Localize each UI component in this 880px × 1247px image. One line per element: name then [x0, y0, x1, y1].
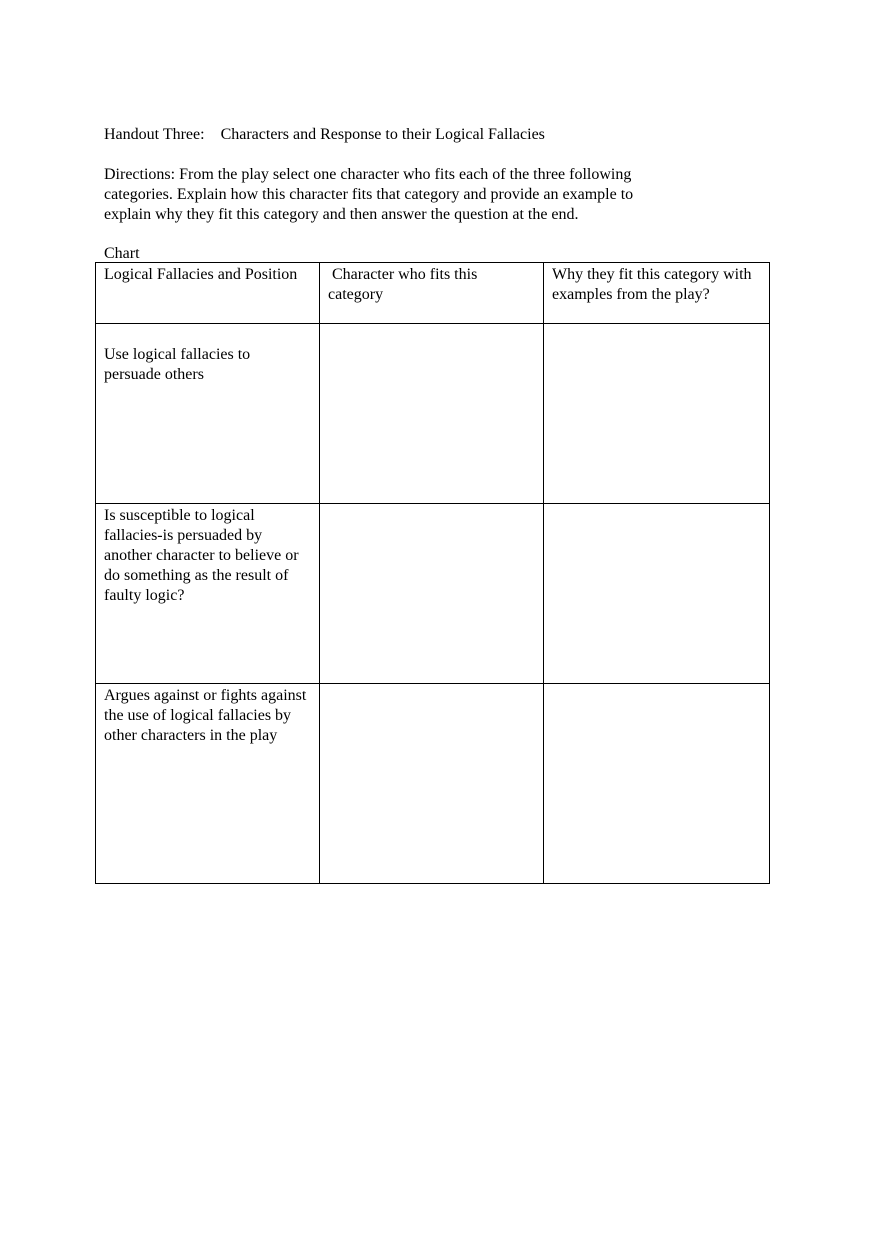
directions-line: categories. Explain how this character fits that category and provide an example to — [104, 186, 634, 203]
chart-label: Chart — [104, 245, 140, 262]
category-cell: Use logical fallacies to persuade others — [96, 324, 320, 504]
header-cell-fallacy-position: Logical Fallacies and Position — [96, 263, 320, 324]
directions-line: explain why they fit this category and then answer the question at the end. — [104, 206, 579, 223]
category-cell: Is susceptible to logical fallacies-is persuaded by another character to believe or do something as the result of faulty logic? — [96, 504, 320, 684]
table-row — [96, 684, 770, 884]
fallacies-chart-table — [95, 262, 770, 884]
directions-paragraph — [104, 165, 704, 225]
explanation-answer-cell[interactable] — [544, 324, 770, 504]
explanation-answer-cell[interactable] — [544, 504, 770, 684]
table-row — [96, 324, 770, 504]
directions-line: Directions: From the play select one character who fits each of the three following — [104, 166, 632, 183]
character-answer-cell[interactable] — [320, 684, 544, 884]
table-header-row — [96, 263, 770, 324]
handout-heading: Handout Three: Characters and Response to their Logical Fallacies — [104, 126, 545, 143]
character-answer-cell[interactable] — [320, 324, 544, 504]
header-cell-character: Character who fits this category — [320, 263, 544, 324]
table-row — [96, 504, 770, 684]
header-cell-why-examples: Why they fit this category with examples from the play? — [544, 263, 770, 324]
explanation-answer-cell[interactable] — [544, 684, 770, 884]
character-answer-cell[interactable] — [320, 504, 544, 684]
category-cell: Argues against or fights against the use of logical fallacies by other characters in the play — [96, 684, 320, 884]
